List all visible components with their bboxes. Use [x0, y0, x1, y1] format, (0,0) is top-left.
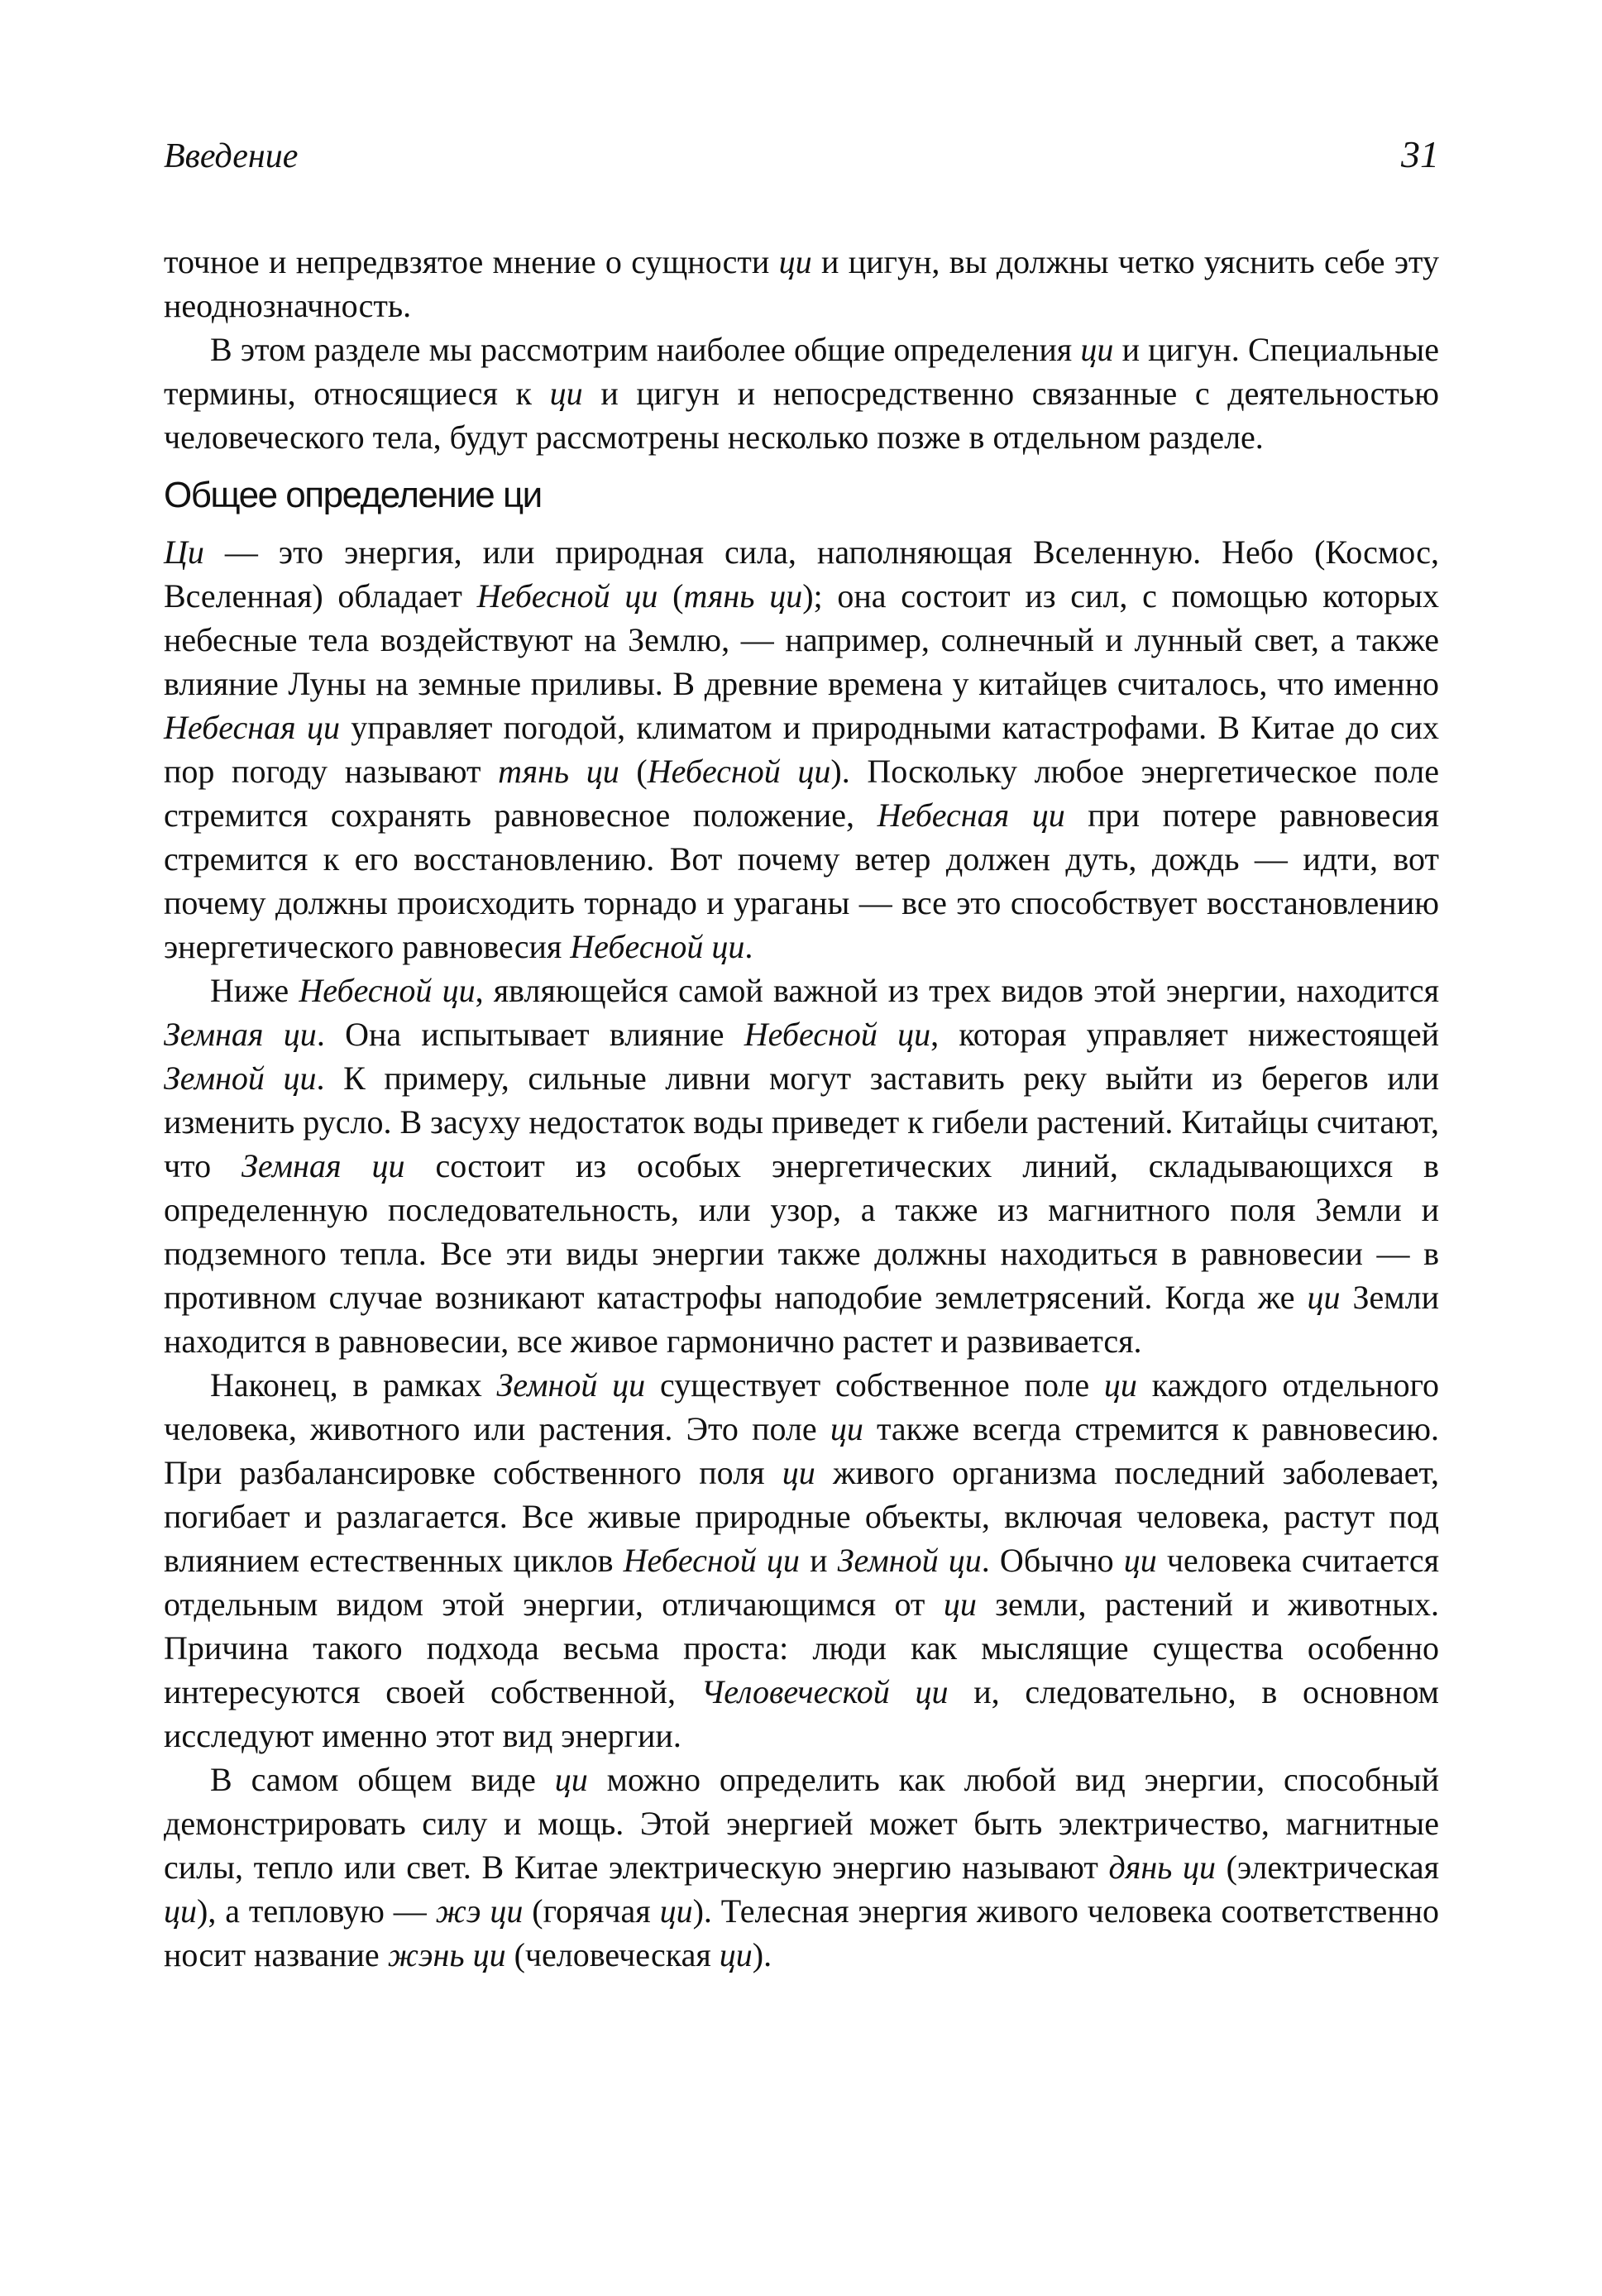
italic-term: ци	[943, 1586, 977, 1623]
body-paragraph-4: В самом общем виде ци можно определить как любой вид энергии, способный демонстрировать силу и мощь. Этой энергией может быть электричество, магнитные силы, тепло или свет. В Китае электрическую энергию называют дянь ци (электрическая ци), а тепловую — жэ ци (горячая ци). Телесная энергия живого человека соответственно носит название жэнь ци (человеческая ци).	[164, 1761, 1440, 1973]
italic-term: ци	[1103, 1366, 1137, 1404]
italic-term: ци	[830, 1410, 863, 1447]
italic-term: ци	[719, 1936, 753, 1973]
section-heading: Общее определение ци	[164, 475, 542, 515]
italic-term: Земной ци	[496, 1366, 646, 1404]
italic-term: Небесная ци	[164, 709, 340, 746]
continuation-paragraph: точное и непредвзятое мнение о сущности ци и цигун, вы должны четко уяснить себе эту неоднозначность.	[164, 243, 1439, 324]
italic-term: ци	[1123, 1542, 1157, 1579]
italic-term: ци	[554, 1761, 588, 1798]
italic-term: Ци	[164, 533, 204, 571]
italic-term: Небесной ци	[623, 1542, 800, 1579]
italic-term: Человеческой ци	[701, 1673, 949, 1710]
intro-paragraph: В этом разделе мы рассмотрим наиболее общие определения ци и цигун. Специальные термины, относящиеся к ци и цигун и непосредственно связанные с деятельностью человеческого тела, будут рассмотрены несколько позже в отдельном разделе.	[164, 331, 1440, 456]
italic-term: ци	[778, 243, 812, 280]
running-head	[164, 132, 1439, 182]
italic-term: Земная ци	[164, 1016, 317, 1053]
body-paragraph-1: Ци — это энергия, или природная сила, наполняющая Вселенную. Небо (Космос, Вселенная) обладает Небесной ци (тянь ци); она состоит из сил, с помощью которых небесные тела воздействуют на Землю, — например, солнечный и лунный свет, а также влияние Луны на земные приливы. В древние времена у китайцев считалось, что именно Небесная ци управляет погодой, климатом и природными катастрофами. В Китае до сих пор погоду называют тянь ци (Небесной ци). Поскольку любое энергетическое поле стремится сохранять равновесное положение, Небесная ци при потере равновесия стремится к его восстановлению. Вот почему ветер должен дуть, дождь — идти, вот почему должны происходить торнадо и ураганы — все это способствует восстановлению энергетического равновесия Небесной ци.	[164, 533, 1440, 965]
italic-term: дянь ци	[1108, 1849, 1216, 1886]
italic-term: ци	[1307, 1279, 1341, 1316]
italic-term: Небесная ци	[877, 796, 1065, 834]
italic-term: жэнь ци	[387, 1936, 506, 1973]
italic-term: Земной ци	[164, 1060, 317, 1097]
italic-term: Небесной ци	[299, 972, 476, 1009]
book-page	[164, 132, 1439, 1977]
body-paragraph-3: Наконец, в рамках Земной ци существует собственное поле ци каждого отдельного человека, животного или растения. Это поле ци также всегда стремится к равновесию. При разбалансировке собственного поля ци живого организма последний заболевает, погибает и разлагается. Все живые природные объекты, включая человека, растут под влиянием естественных циклов Небесной ци и Земной ци. Обычно ци человека считается отдельным видом этой энергии, отличающимся от ци земли, растений и животных. Причина такого подхода весьма проста: люди как мыслящие существа особенно интересуются своей собственной, Человеческой ци и, следовательно, в основном исследуют именно этот вид энергии.	[164, 1366, 1439, 1754]
italic-term: ци	[659, 1892, 693, 1930]
italic-term: Земной ци	[837, 1542, 982, 1579]
italic-term: ци	[1080, 331, 1114, 368]
body-paragraph-2: Ниже Небесной ци, являющейся самой важной из трех видов этой энергии, находится Земная ци. Она испытывает влияние Небесной ци, которая управляет нижестоящей Земной ци. К примеру, сильные ливни могут заставить реку выйти из берегов или изменить русло. В засуху недостаток воды приведет к гибели растений. Китайцы считают, что Земная ци состоит из особых энергетических линий, складывающихся в определенную последовательность, или узор, а также из магнитного поля Земли и подземного тепла. Все эти виды энергии также должны находиться в равновесии — в противном случае возникают катастрофы наподобие землетрясений. Когда же ци Земли находится в равновесии, все живое гармонично растет и развивается.	[164, 972, 1440, 1360]
italic-term: тянь ци	[498, 753, 619, 790]
running-head-section-title: Введение	[164, 137, 299, 175]
italic-term: Небесной ци	[570, 928, 745, 965]
italic-term: ци	[549, 375, 583, 412]
italic-term: Небесной ци	[744, 1016, 931, 1053]
italic-term: тянь ци	[683, 577, 803, 615]
italic-term: жэ ци	[435, 1892, 524, 1930]
italic-term: Земная ци	[241, 1147, 405, 1184]
italic-term: Небесной ци	[476, 577, 658, 615]
italic-term: ци	[164, 1892, 197, 1930]
italic-term: Небесной ци	[647, 753, 831, 790]
page-number: 31	[1401, 133, 1439, 175]
italic-term: ци	[782, 1454, 815, 1491]
